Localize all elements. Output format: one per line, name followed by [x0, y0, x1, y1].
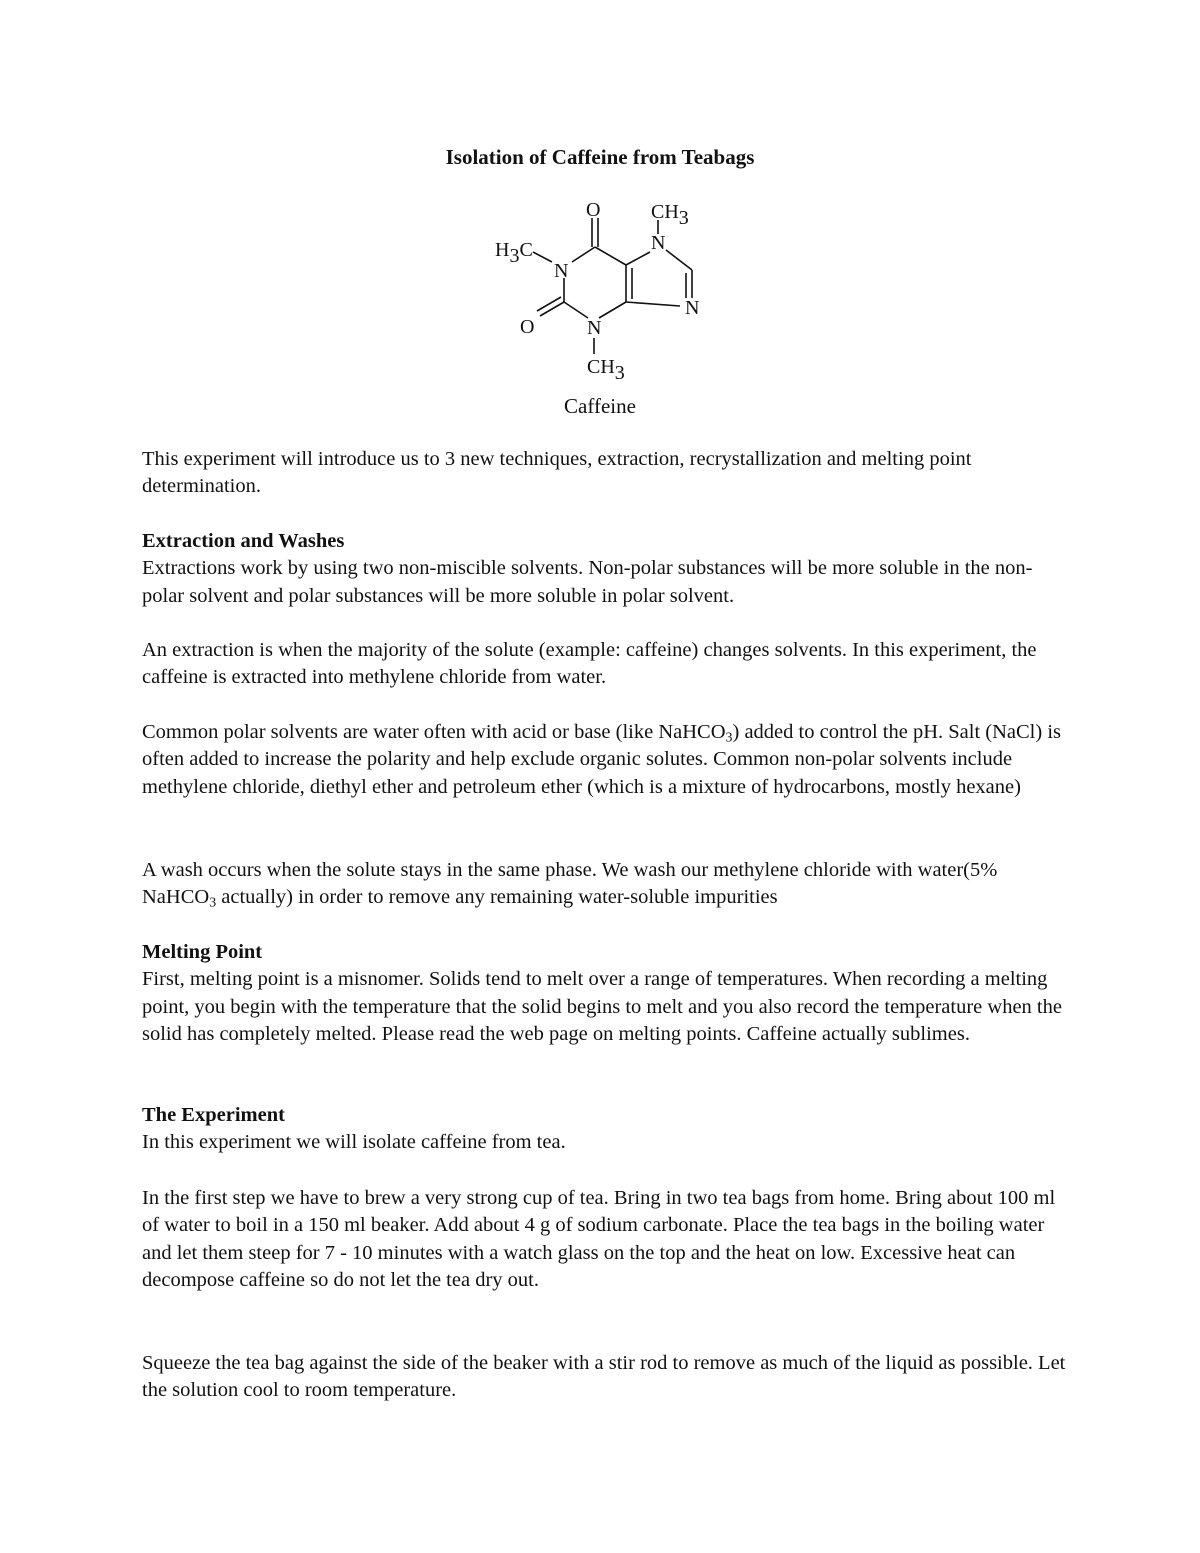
page-title: Isolation of Caffeine from Teabags: [445, 145, 755, 169]
bond-n7-c8: [666, 250, 692, 270]
extraction-paragraph-4: A wash occurs when the solute stays in the same phase. We wash our methylene chloride with water(5% NaHCO$_3$ actually) in order to remove any remaining water-soluble impurities: [142, 859, 998, 911]
caffeine-structure-diagram: [480, 192, 720, 392]
atom-label-ch3-bottom: CH3: [587, 356, 625, 384]
bond-c5-n7: [626, 252, 650, 265]
extraction-paragraph-3: Common polar solvents are water often with acid or base (like NaHCO$_3$) added to control the pH. Salt (NaCl) is often added to increase the polarity and help exclude organic solutes. Common non-polar solvents include methylene chloride, diethyl ether and petroleum ether (which is a mixture of hydrocarbons, mostly hexane): [142, 721, 1062, 798]
experiment-paragraph-3-block: [142, 1350, 1072, 1405]
extraction-paragraph-3-block: [142, 719, 1072, 801]
experiment-paragraph-1: In this experiment we will isolate caffeine from tea.: [142, 1131, 566, 1154]
extraction-paragraph-4-block: [142, 857, 1072, 912]
intro-text: This experiment will introduce us to 3 new techniques, extraction, recrystallization and melting point determination.: [142, 448, 972, 498]
molecule-caption: Caffeine: [564, 394, 636, 418]
bond-c6-c5: [595, 247, 626, 265]
experiment-heading: The Experiment: [142, 1104, 285, 1126]
extraction-paragraph-2: An extraction is when the majority of the solute (example: caffeine) changes solvents. In this experiment, the caffeine is extracted into methylene chloride from water.: [142, 639, 1037, 689]
bond-n9-c4: [626, 302, 680, 306]
experiment-paragraph-3: Squeeze the tea bag against the side of the beaker with a stir rod to remove as much of the liquid as possible. Let the solution cool to room temperature.: [142, 1352, 1066, 1402]
extraction-heading: Extraction and Washes: [142, 530, 345, 552]
extraction-paragraph-1: Extractions work by using two non-miscible solvents. Non-polar substances will be more soluble in the non-polar solvent and polar substances will be more soluble in polar solvent.: [142, 557, 1033, 607]
bond-n1-c6: [572, 247, 595, 262]
bond-n1-methyl: [533, 252, 552, 262]
atom-label-ch3-top: CH3: [651, 201, 689, 229]
bond-n3-c2: [564, 302, 588, 318]
experiment-paragraph-2: In the first step we have to brew a very strong cup of tea. Bring in two tea bags from home. Bring about 100 ml of water to boil in a 150 ml beaker. Add about 4 g of sodium carbonate. Place the tea bags in the boiling water and let them steep for 7 - 10 minutes with a watch glass on the top and the heat on low. Excessive heat can decompose caffeine so do not let the tea dry out.: [142, 1187, 1056, 1291]
experiment-section: [142, 1102, 1072, 1157]
experiment-paragraph-2-block: [142, 1185, 1072, 1294]
extraction-paragraph-2-block: [142, 637, 1072, 692]
atom-label-n9: N: [685, 297, 700, 319]
melting-paragraph-1: First, melting point is a misnomer. Solids tend to melt over a range of temperatures. When recording a melting point, you begin with the temperature that the solid begins to melt and you also record the temperature when the solid has completely melted. Please read the web page on melting points. Caffeine actually sublimes.: [142, 968, 1062, 1045]
atom-label-h3c-left: H3C: [495, 239, 533, 267]
melting-section: [142, 939, 1072, 1048]
bond-c2-o: [540, 302, 564, 316]
extraction-section: [142, 528, 1072, 610]
atom-label-n3: N: [587, 317, 602, 339]
bond-c4-n3: [599, 302, 626, 318]
atom-label-n1: N: [554, 260, 569, 282]
atom-label-o-carbonyl-top: O: [586, 199, 601, 221]
atom-label-n7: N: [651, 232, 666, 254]
intro-paragraph: [142, 446, 1072, 501]
atom-label-o-carbonyl-left: O: [520, 316, 535, 338]
melting-heading: Melting Point: [142, 941, 263, 963]
bond-c2-o-double: [537, 297, 561, 311]
